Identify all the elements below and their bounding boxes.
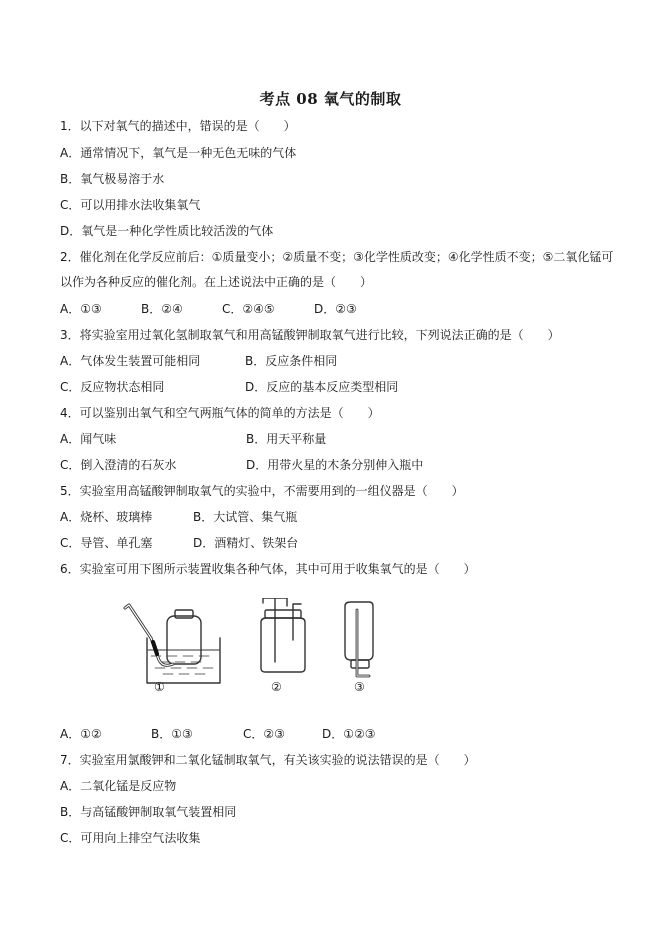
question-5-option-d: D．酒精灯、铁架台 — [193, 536, 299, 550]
question-4-option-c: C．倒入澄清的石灰水 — [60, 458, 177, 472]
question-4-stem: 4．可以鉴别出氧气和空气两瓶气体的简单的方法是（ ） — [60, 406, 380, 420]
question-6-option-c: C．②③ — [243, 727, 285, 741]
question-1-option-c: C．可以用排水法收集氧气 — [60, 198, 201, 212]
question-1-option-a: A．通常情况下，氧气是一种无色无味的气体 — [60, 146, 297, 160]
question-6-option-a: A．①② — [60, 727, 102, 741]
question-6-stem: 6．实验室可用下图所示装置收集各种气体，其中可用于收集氧气的是（ ） — [60, 562, 476, 576]
question-4-option-b: B．用天平称量 — [246, 432, 327, 446]
question-2-option-b: B．②④ — [141, 302, 183, 316]
figure-label-2: ② — [271, 680, 282, 694]
question-7-option-a: A．二氧化锰是反应物 — [60, 779, 177, 793]
question-2-option-a: A．①③ — [60, 302, 102, 316]
figure-label-3: ③ — [354, 680, 365, 694]
apparatus-1-water-displacement — [125, 605, 220, 683]
question-2-option-d: D．②③ — [314, 302, 357, 316]
question-6-option-b: B．①③ — [151, 727, 193, 741]
question-5-stem: 5．实验室用高锰酸钾制取氧气的实验中，不需要用到的一组仪器是（ ） — [60, 484, 464, 498]
question-3-option-a: A．气体发生装置可能相同 — [60, 354, 201, 368]
question-5-option-c: C．导管、单孔塞 — [60, 536, 153, 550]
question-1-option-d: D．氧气是一种化学性质比较活泼的气体 — [60, 224, 274, 238]
question-4-option-d: D．用带火星的木条分别伸入瓶中 — [246, 458, 424, 472]
question-3-option-c: C．反应物状态相同 — [60, 380, 165, 394]
question-7-option-b: B．与高锰酸钾制取氧气装置相同 — [60, 805, 237, 819]
question-6-option-d: D．①②③ — [322, 727, 376, 741]
question-5-option-b: B．大试管、集气瓶 — [193, 510, 298, 524]
figure-label-1: ① — [154, 680, 165, 694]
question-5-option-a: A．烧杯、玻璃棒 — [60, 510, 153, 524]
question-3-option-d: D．反应的基本反应类型相同 — [245, 380, 399, 394]
question-2-option-c: C．②④⑤ — [222, 302, 275, 316]
question-3-stem: 3．将实验室用过氧化氢制取氧气和用高锰酸钾制取氧气进行比较，下列说法正确的是（ ） — [60, 328, 560, 342]
question-4-option-a: A．闻气味 — [60, 432, 117, 446]
question-7-stem: 7．实验室用氯酸钾和二氧化锰制取氧气，有关该实验的说法错误的是（ ） — [60, 753, 476, 767]
apparatus-2-gas-bottle-two-tubes — [261, 598, 305, 672]
question-7-option-c: C．可用向上排空气法收集 — [60, 831, 201, 845]
question-3-option-b: B．反应条件相同 — [245, 354, 338, 368]
question-2-stem-line-1: 2．催化剂在化学反应前后：①质量变小；②质量不变；③化学性质改变；④化学性质不变；⑤二氧化锰可 — [60, 250, 614, 264]
page-title: 考点 08 氧气的制取 — [259, 90, 402, 108]
question-2-stem-line-2: 以作为各种反应的催化剂。在上述说法中正确的是（ ） — [60, 275, 373, 289]
question-1-stem: 1．以下对氧气的描述中，错误的是（ ） — [60, 119, 296, 133]
apparatus-3-inverted-bottle — [345, 602, 373, 676]
question-1-option-b: B．氧气极易溶于水 — [60, 172, 165, 186]
